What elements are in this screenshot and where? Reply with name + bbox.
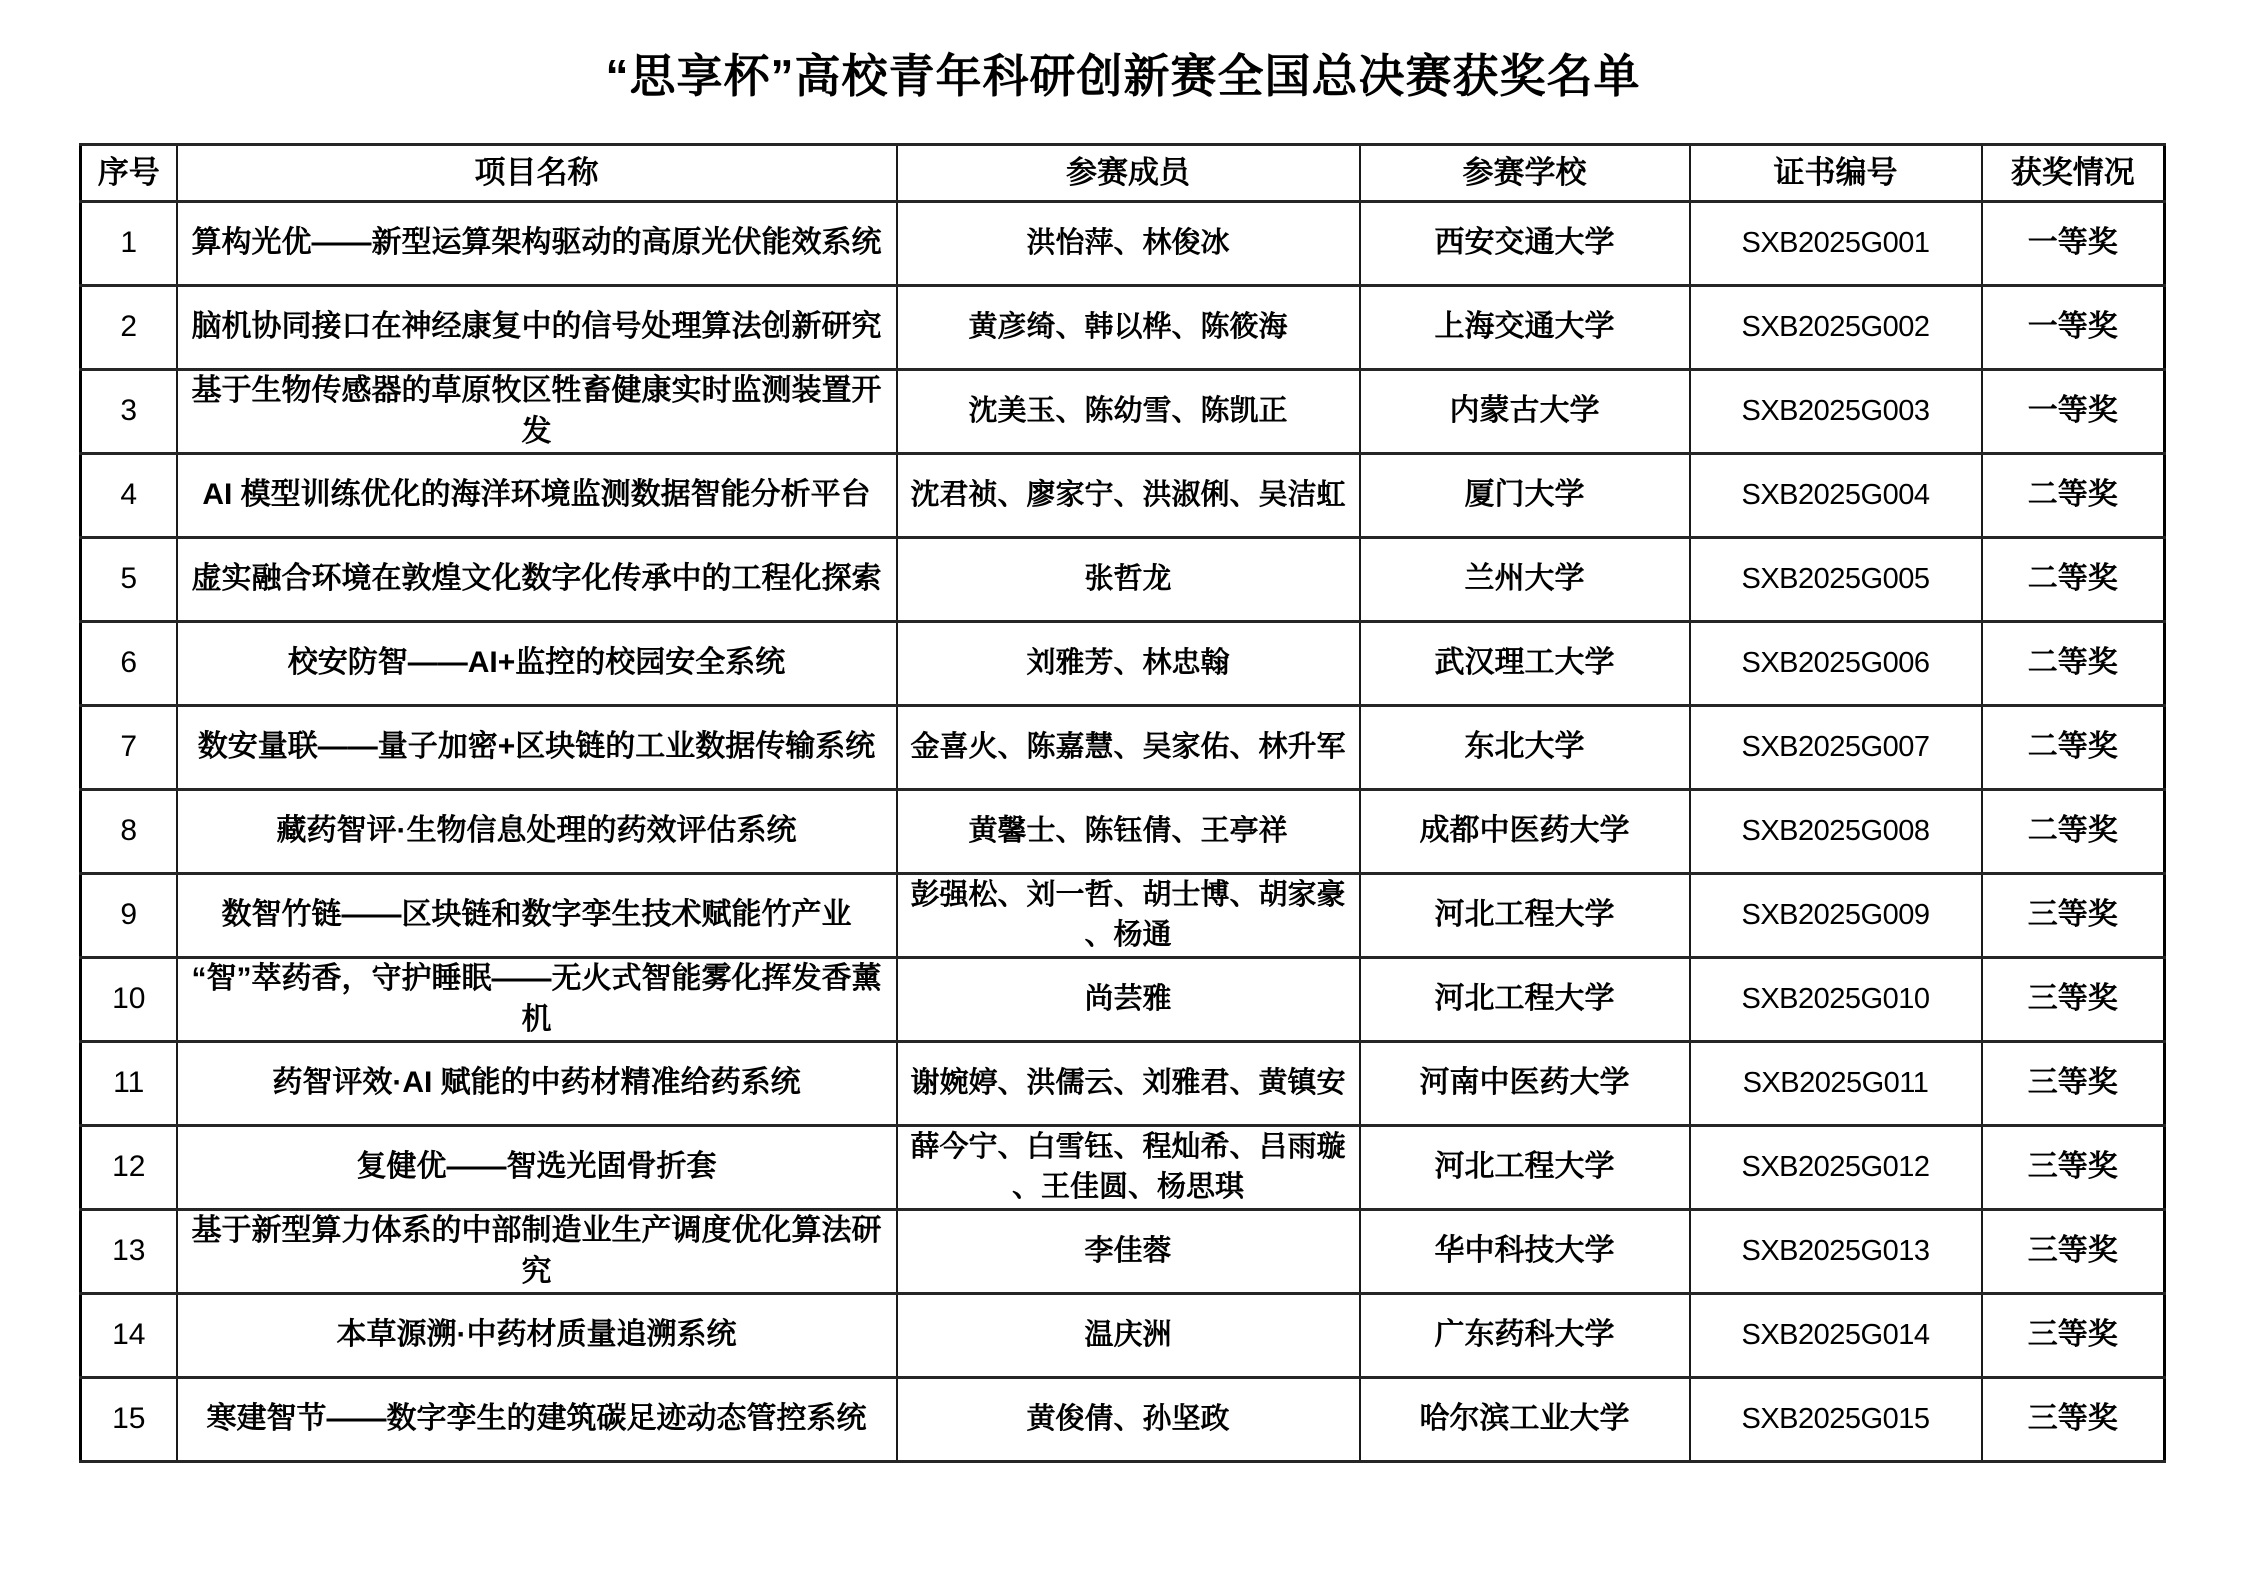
- table-row: [81, 454, 2165, 538]
- cell-cert: SXB2025G009: [1690, 874, 1982, 958]
- cell-cert: SXB2025G003: [1690, 370, 1982, 454]
- cell-no: 6: [81, 622, 177, 706]
- cell-award: 三等奖: [1982, 958, 2165, 1042]
- cell-members: 谢婉婷、洪儒云、刘雅君、黄镇安: [897, 1042, 1360, 1126]
- cell-project: 算构光优——新型运算架构驱动的高原光伏能效系统: [177, 202, 897, 286]
- cell-members: 金喜火、陈嘉慧、吴家佑、林升军: [897, 706, 1360, 790]
- cell-project: “智”萃药香，守护睡眠——无火式智能雾化挥发香薰机: [177, 958, 897, 1042]
- cell-award: 三等奖: [1982, 1126, 2165, 1210]
- cell-school: 内蒙古大学: [1360, 370, 1690, 454]
- cell-project: 虚实融合环境在敦煌文化数字化传承中的工程化探索: [177, 538, 897, 622]
- cell-no: 7: [81, 706, 177, 790]
- table-row: [81, 874, 2165, 958]
- cell-award: 三等奖: [1982, 1210, 2165, 1294]
- cell-award: 三等奖: [1982, 1294, 2165, 1378]
- cell-members: 刘雅芳、林忠翰: [897, 622, 1360, 706]
- table-row: [81, 706, 2165, 790]
- cell-project: 复健优——智选光固骨折套: [177, 1126, 897, 1210]
- cell-award: 二等奖: [1982, 622, 2165, 706]
- cell-no: 5: [81, 538, 177, 622]
- cell-no: 13: [81, 1210, 177, 1294]
- cell-cert: SXB2025G014: [1690, 1294, 1982, 1378]
- cell-award: 一等奖: [1982, 286, 2165, 370]
- cell-school: 华中科技大学: [1360, 1210, 1690, 1294]
- cell-cert: SXB2025G011: [1690, 1042, 1982, 1126]
- cell-no: 10: [81, 958, 177, 1042]
- table-row: [81, 1126, 2165, 1210]
- cell-award: 三等奖: [1982, 1378, 2165, 1462]
- cell-cert: SXB2025G010: [1690, 958, 1982, 1042]
- cell-project: 藏药智评·生物信息处理的药效评估系统: [177, 790, 897, 874]
- cell-project: 数智竹链——区块链和数字孪生技术赋能竹产业: [177, 874, 897, 958]
- cell-school: 上海交通大学: [1360, 286, 1690, 370]
- cell-school: 东北大学: [1360, 706, 1690, 790]
- cell-no: 4: [81, 454, 177, 538]
- table-row: [81, 538, 2165, 622]
- cell-award: 二等奖: [1982, 790, 2165, 874]
- cell-no: 15: [81, 1378, 177, 1462]
- cell-cert: SXB2025G015: [1690, 1378, 1982, 1462]
- cell-project: 寒建智节——数字孪生的建筑碳足迹动态管控系统: [177, 1378, 897, 1462]
- cell-project: 基于生物传感器的草原牧区牲畜健康实时监测装置开发: [177, 370, 897, 454]
- cell-no: 8: [81, 790, 177, 874]
- cell-no: 14: [81, 1294, 177, 1378]
- cell-award: 二等奖: [1982, 706, 2165, 790]
- cell-project: AI 模型训练优化的海洋环境监测数据智能分析平台: [177, 454, 897, 538]
- cell-award: 二等奖: [1982, 538, 2165, 622]
- cell-award: 一等奖: [1982, 202, 2165, 286]
- cell-cert: SXB2025G002: [1690, 286, 1982, 370]
- table-row: [81, 1378, 2165, 1462]
- table-row: [81, 1210, 2165, 1294]
- cell-members: 彭强松、刘一哲、胡士博、胡家豪、杨通: [897, 874, 1360, 958]
- cell-members: 尚芸雅: [897, 958, 1360, 1042]
- cell-award: 二等奖: [1982, 454, 2165, 538]
- column-header-no: 序号: [81, 145, 177, 202]
- cell-school: 河北工程大学: [1360, 1126, 1690, 1210]
- column-header-cert: 证书编号: [1690, 145, 1982, 202]
- column-header-members: 参赛成员: [897, 145, 1360, 202]
- cell-cert: SXB2025G012: [1690, 1126, 1982, 1210]
- cell-cert: SXB2025G007: [1690, 706, 1982, 790]
- cell-members: 张哲龙: [897, 538, 1360, 622]
- cell-school: 河南中医药大学: [1360, 1042, 1690, 1126]
- cell-project: 本草源溯·中药材质量追溯系统: [177, 1294, 897, 1378]
- cell-school: 河北工程大学: [1360, 874, 1690, 958]
- cell-no: 1: [81, 202, 177, 286]
- table-row: [81, 622, 2165, 706]
- table-row: [81, 202, 2165, 286]
- page-title: “思享杯”高校青年科研创新赛全国总决赛获奖名单: [605, 50, 1641, 102]
- cell-cert: SXB2025G004: [1690, 454, 1982, 538]
- cell-school: 成都中医药大学: [1360, 790, 1690, 874]
- cell-no: 9: [81, 874, 177, 958]
- cell-no: 12: [81, 1126, 177, 1210]
- cell-award: 三等奖: [1982, 874, 2165, 958]
- table-row: [81, 790, 2165, 874]
- cell-cert: SXB2025G005: [1690, 538, 1982, 622]
- cell-members: 温庆洲: [897, 1294, 1360, 1378]
- column-header-award: 获奖情况: [1982, 145, 2165, 202]
- cell-members: 黄馨士、陈钰倩、王亭祥: [897, 790, 1360, 874]
- column-header-school: 参赛学校: [1360, 145, 1690, 202]
- column-header-project: 项目名称: [177, 145, 897, 202]
- table-row: [81, 370, 2165, 454]
- cell-school: 武汉理工大学: [1360, 622, 1690, 706]
- table-row: [81, 958, 2165, 1042]
- cell-school: 广东药科大学: [1360, 1294, 1690, 1378]
- cell-school: 河北工程大学: [1360, 958, 1690, 1042]
- table-row: [81, 286, 2165, 370]
- cell-cert: SXB2025G001: [1690, 202, 1982, 286]
- cell-members: 洪怡萍、林俊冰: [897, 202, 1360, 286]
- cell-members: 沈美玉、陈幼雪、陈凯正: [897, 370, 1360, 454]
- cell-members: 黄彦绮、韩以桦、陈筱海: [897, 286, 1360, 370]
- cell-cert: SXB2025G008: [1690, 790, 1982, 874]
- table-row: [81, 1042, 2165, 1126]
- cell-project: 脑机协同接口在神经康复中的信号处理算法创新研究: [177, 286, 897, 370]
- cell-cert: SXB2025G006: [1690, 622, 1982, 706]
- cell-school: 西安交通大学: [1360, 202, 1690, 286]
- cell-award: 三等奖: [1982, 1042, 2165, 1126]
- cell-school: 厦门大学: [1360, 454, 1690, 538]
- cell-project: 校安防智——AI+监控的校园安全系统: [177, 622, 897, 706]
- cell-no: 3: [81, 370, 177, 454]
- award-list-table: [79, 143, 2166, 1463]
- table-row: [81, 1294, 2165, 1378]
- cell-project: 基于新型算力体系的中部制造业生产调度优化算法研究: [177, 1210, 897, 1294]
- cell-members: 黄俊倩、孙坚政: [897, 1378, 1360, 1462]
- cell-members: 薛今宁、白雪钰、程灿希、吕雨璇、王佳圆、杨思琪: [897, 1126, 1360, 1210]
- cell-members: 李佳蓉: [897, 1210, 1360, 1294]
- cell-project: 数安量联——量子加密+区块链的工业数据传输系统: [177, 706, 897, 790]
- cell-no: 11: [81, 1042, 177, 1126]
- cell-award: 一等奖: [1982, 370, 2165, 454]
- table-header-row: [81, 145, 2165, 202]
- cell-cert: SXB2025G013: [1690, 1210, 1982, 1294]
- cell-project: 药智评效·AI 赋能的中药材精准给药系统: [177, 1042, 897, 1126]
- cell-school: 哈尔滨工业大学: [1360, 1378, 1690, 1462]
- cell-members: 沈君祯、廖家宁、洪淑俐、吴洁虹: [897, 454, 1360, 538]
- cell-no: 2: [81, 286, 177, 370]
- cell-school: 兰州大学: [1360, 538, 1690, 622]
